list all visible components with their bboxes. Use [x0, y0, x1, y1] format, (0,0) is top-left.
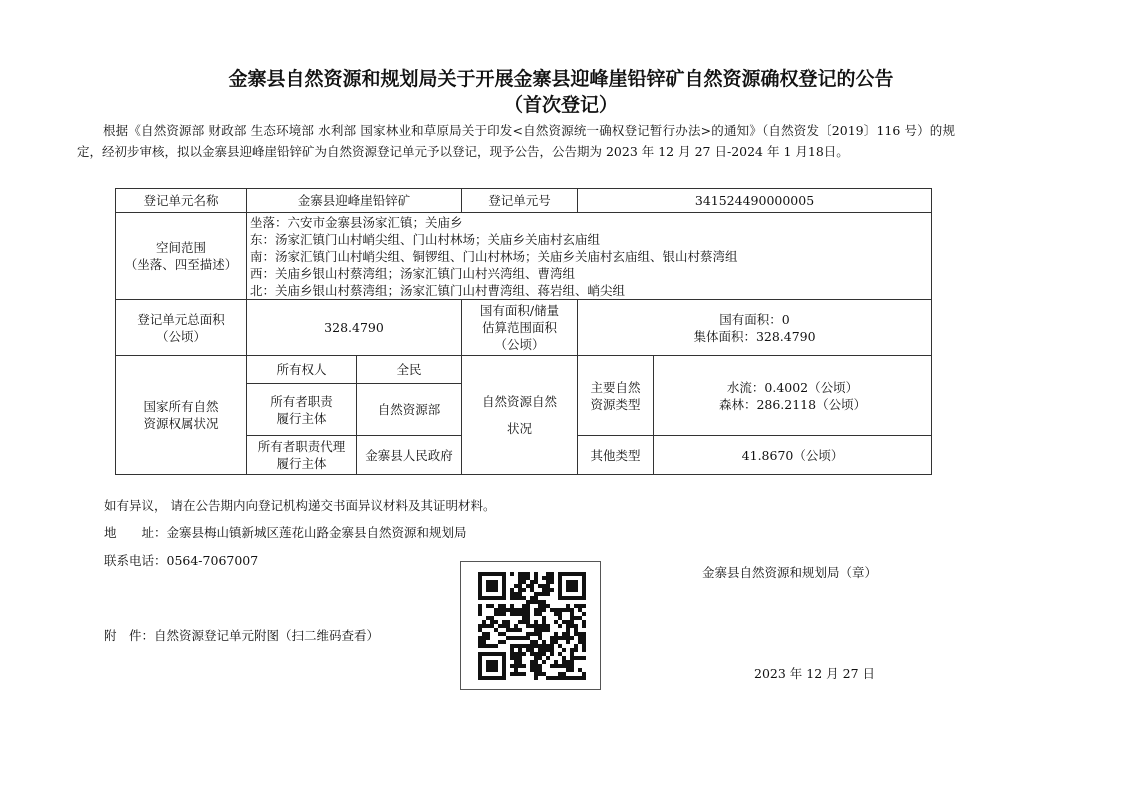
total-area-label: 登记单元总面积 （公顷） [116, 300, 247, 356]
state-area-label: 国有面积/储量 估算范围面积 （公顷） [462, 300, 578, 356]
qr-code[interactable] [460, 561, 601, 690]
phone-line: 联系电话：0564-7067007 [104, 553, 259, 568]
attachment-line: 附 件：自然资源登记单元附图（扫二维码查看） [104, 628, 380, 643]
natural-status-label: 自然资源自然 状况 [462, 356, 578, 475]
notice-subtitle: （首次登记） [503, 94, 618, 116]
address-line: 地 址：金寨县梅山镇新城区莲花山路金寨县自然资源和规划局 [104, 525, 467, 540]
table-row [116, 213, 932, 300]
space-range-description: 坐落：六安市金寨县汤家汇镇；关庙乡 东：汤家汇镇门山村峭尖组、门山村林场；关庙乡关庙村玄庙组 南：汤家汇镇门山村峭尖组、铜锣组、门山村林场；关庙乡关庙村玄庙组、银山村蔡湾组 西：关庙乡银山村蔡湾组；汤家汇镇门山村兴湾组、曹湾组 北：关庙乡银山村蔡湾组；汤家汇镇门山村曹湾组、蒋岩组、峭尖组 [247, 213, 932, 300]
table-row [116, 189, 932, 213]
other-type-label: 其他类型 [578, 436, 654, 475]
seal-text: 金寨县自然资源和规划局（章） [702, 565, 878, 580]
proxy-value: 金寨县人民政府 [357, 436, 462, 475]
unit-no-label: 登记单元号 [462, 189, 578, 213]
table-row [116, 356, 932, 384]
other-type-value: 41.8670（公顷） [654, 436, 932, 475]
state-area-value: 国有面积：0 集体面积：328.4790 [578, 300, 932, 356]
duty-label: 所有者职责 履行主体 [247, 384, 357, 436]
unit-no-value: 341524490000005 [578, 189, 932, 213]
unit-name-label: 登记单元名称 [116, 189, 247, 213]
total-area-value: 328.4790 [247, 300, 462, 356]
ownership-label: 国家所有自然 资源权属状况 [116, 356, 247, 475]
proxy-label: 所有者职责代理 履行主体 [247, 436, 357, 475]
qr-code-icon [478, 572, 586, 680]
objection-note: 如有异议， 请在公告期内向登记机构递交书面异议材料及其证明材料。 [104, 498, 496, 513]
owner-value: 全民 [357, 356, 462, 384]
duty-value: 自然资源部 [357, 384, 462, 436]
main-type-value: 水流：0.4002（公顷） 森林：286.2118（公顷） [654, 356, 932, 436]
date-text: 2023 年 12 月 27 日 [754, 666, 875, 681]
table-row [116, 300, 932, 356]
unit-name-value: 金寨县迎峰崖铅锌矿 [247, 189, 462, 213]
space-range-label: 空间范围 （坐落、四至描述） [116, 213, 247, 300]
owner-label: 所有权人 [247, 356, 357, 384]
registration-table [115, 188, 932, 475]
intro-paragraph: 根据《自然资源部 财政部 生态环境部 水利部 国家林业和草原局关于印发<自然资源统一确权登记暂行办法>的通知》（自然资发〔2019〕116 号）的规定，经初步审核，拟以金寨县迎峰崖铅锌矿为自然资源登记单元予以登记，现予公告，公告期为 2023 年 12 月 27 日-2024 年 1 月18日。 [77, 123, 955, 159]
main-type-label: 主要自然 资源类型 [578, 356, 654, 436]
notice-title: 金寨县自然资源和规划局关于开展金寨县迎峰崖铅锌矿自然资源确权登记的公告 [228, 68, 894, 90]
